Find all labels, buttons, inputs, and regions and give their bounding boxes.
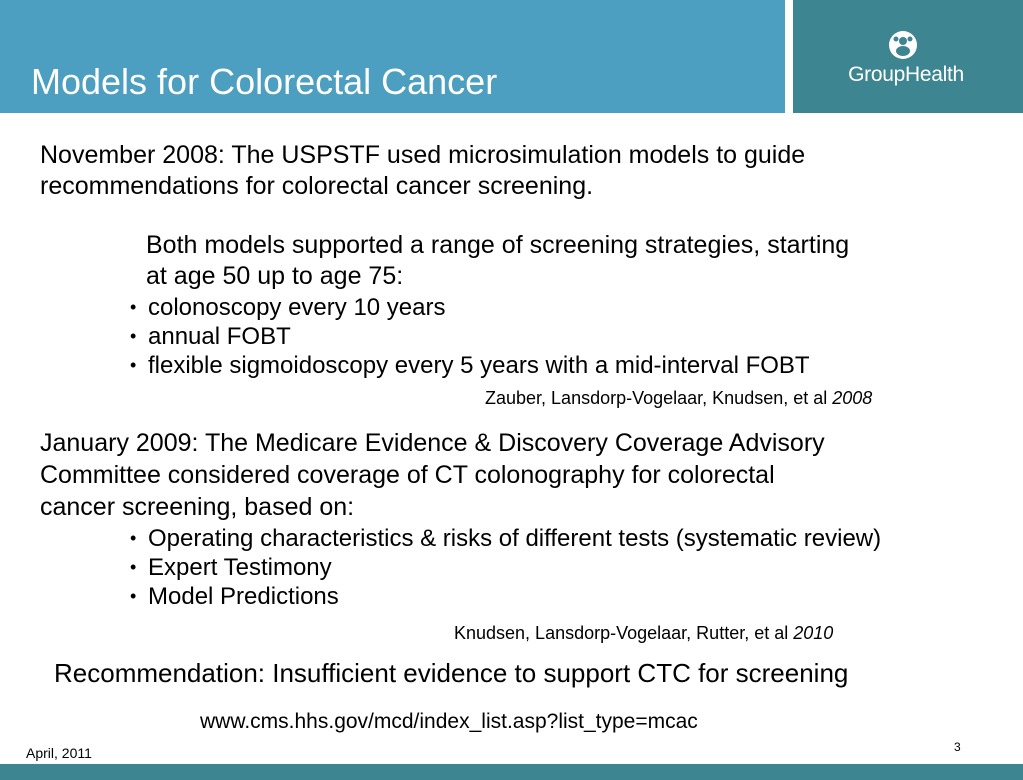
models-summary-line1: Both models supported a range of screening strategies, starting [146,231,850,259]
list-item [130,293,446,322]
list-item-text: annual FOBT [148,323,291,350]
list-item-text: Model Predictions [148,583,339,610]
bullet-icon: • [130,297,137,317]
citation-authors: Zauber, Lansdorp-Vogelaar, Knudsen, et al [485,388,833,408]
grouphealth-logo-icon [888,30,918,60]
header-divider [785,0,793,113]
list-item-text: flexible sigmoidoscopy every 5 years with a mid-interval FOBT [148,352,810,379]
slide-title: Models for Colorectal Cancer [31,61,498,102]
citation-authors: Knudsen, Lansdorp-Vogelaar, Rutter, et al [454,623,794,643]
list-item [130,582,339,611]
bullet-icon: • [130,528,137,548]
citation-2010 [454,622,833,644]
intro-2009-line2: Committee considered coverage of CT colonography for colorectal [40,461,775,489]
footer-bar [0,764,1023,780]
list-item [130,351,810,380]
recommendation-text: Recommendation: Insufficient evidence to support CTC for screening [54,658,849,688]
bullet-icon: • [130,355,137,375]
citation-year: 2010 [793,623,834,643]
page-number: 3 [954,740,961,754]
citation-2008 [485,387,872,409]
list-item [130,322,291,351]
intro-2008-line2: recommendations for colorectal cancer screening. [40,172,594,200]
footer-date: April, 2011 [26,745,92,761]
bullet-icon: • [130,586,137,606]
logo-text: GroupHealth [848,63,964,86]
intro-2009-line1: January 2009: The Medicare Evidence & Discovery Coverage Advisory [40,429,825,457]
bullet-icon: • [130,557,137,577]
reference-url: www.cms.hhs.gov/mcd/index_list.asp?list_type=mcac [200,710,698,733]
list-item-text: Operating characteristics & risks of different tests (systematic review) [148,525,882,552]
bullet-icon: • [130,326,137,346]
list-item-text: colonoscopy every 10 years [148,294,446,321]
intro-2009-line3: cancer screening, based on: [40,493,355,521]
list-item [130,553,332,582]
intro-2008-line1: November 2008: The USPSTF used microsimulation models to guide [40,141,806,169]
models-summary-line2: at age 50 up to age 75: [146,262,404,290]
list-item-text: Expert Testimony [148,554,332,581]
citation-year: 2008 [832,388,873,408]
list-item [130,524,881,553]
